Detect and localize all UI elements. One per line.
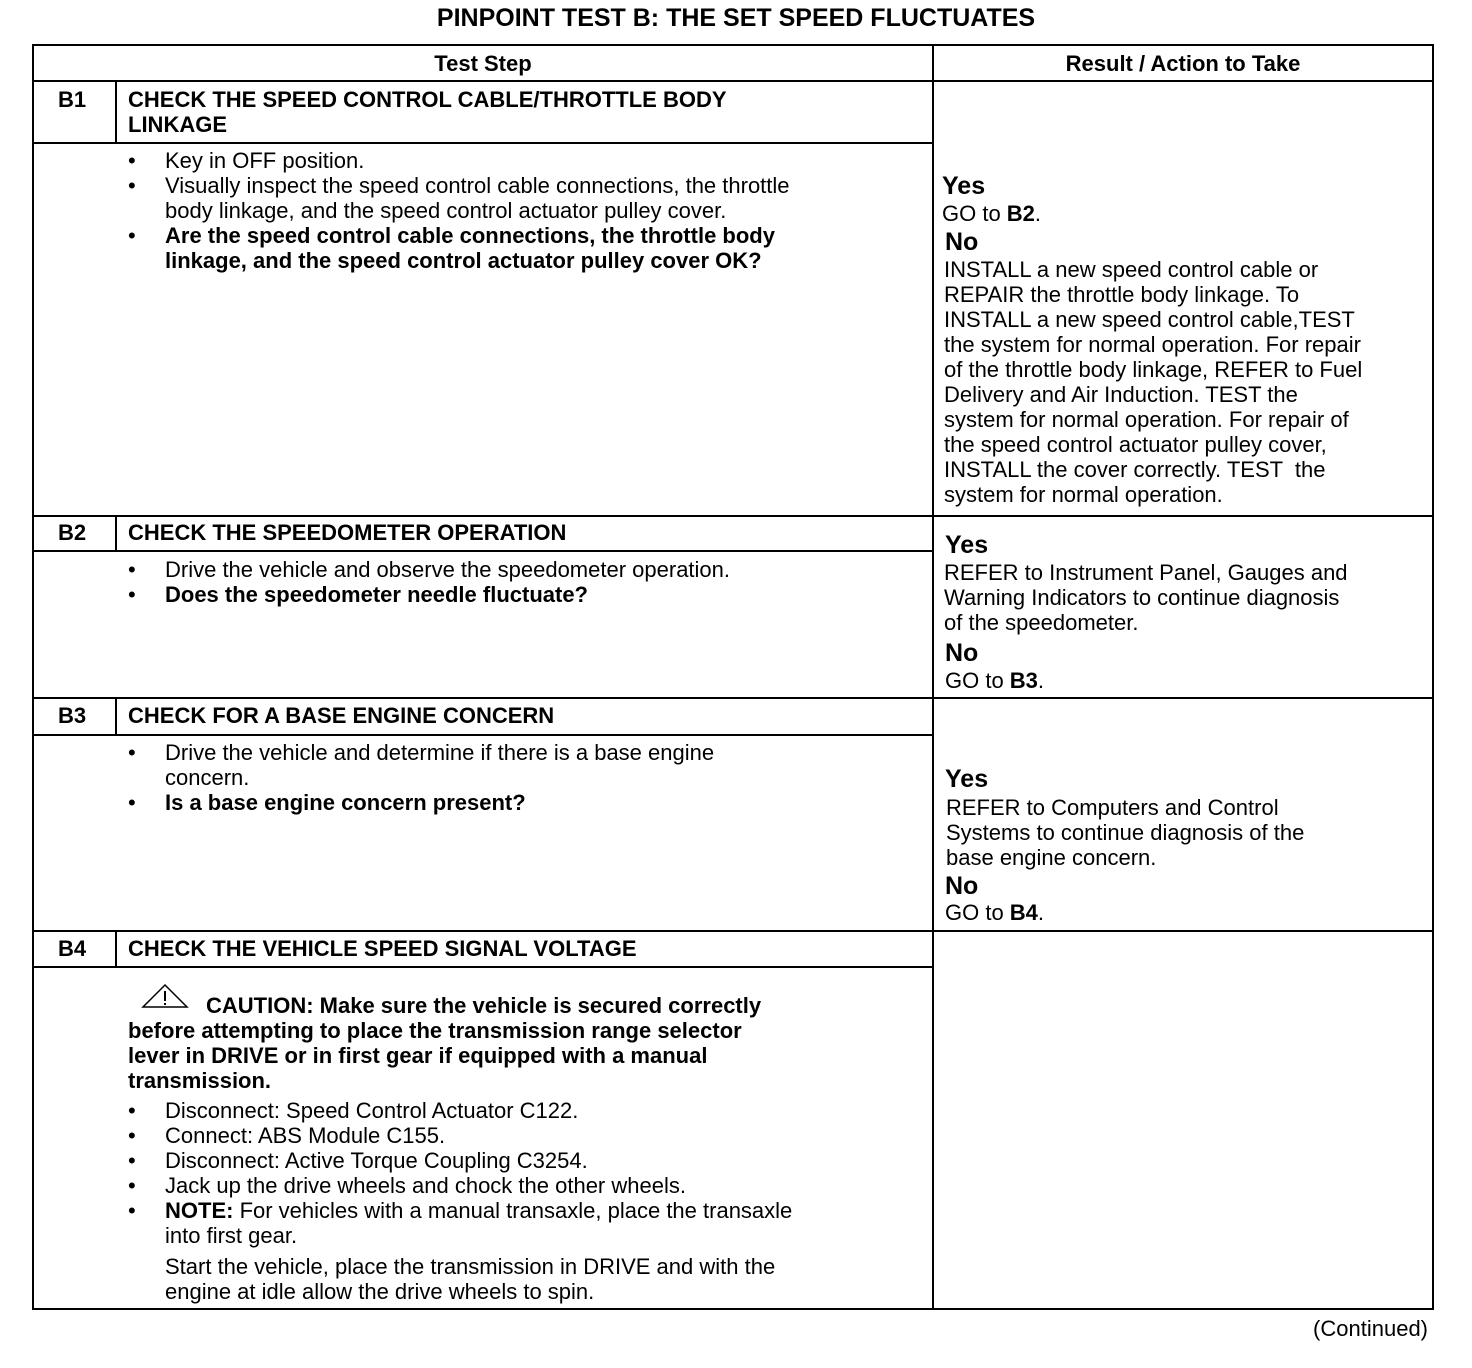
bullet: • <box>128 740 136 765</box>
bullet: • <box>128 1173 136 1198</box>
bullet: • <box>128 223 136 248</box>
bullet: • <box>128 173 136 198</box>
column-header-result: Result / Action to Take <box>1065 51 1301 76</box>
go-to-text: GO to <box>945 668 1010 693</box>
step-heading: CHECK FOR A BASE ENGINE CONCERN <box>128 703 555 728</box>
step-item: Jack up the drive wheels and chock the other wheels. <box>165 1173 686 1198</box>
continued-label: (Continued) <box>1313 1316 1428 1341</box>
page-title: PINPOINT TEST B: THE SET SPEED FLUCTUATES <box>436 4 1036 32</box>
step-item: Connect: ABS Module C155. <box>165 1123 446 1148</box>
yes-action: GO to B2. <box>942 201 1042 226</box>
bullet: • <box>128 1123 136 1148</box>
go-to-target: B2 <box>1006 201 1035 226</box>
no-label: No <box>945 872 979 900</box>
note-text: For vehicles with a manual transaxle, place the transaxle into first gear. <box>165 1198 793 1248</box>
no-label: No <box>945 639 979 667</box>
step-id: B3 <box>58 703 87 728</box>
no-action: GO to B3. <box>945 668 1045 693</box>
step-question: Is a base engine concern present? <box>165 790 526 815</box>
step-id: B2 <box>58 520 87 545</box>
note-item <box>165 1198 792 1248</box>
go-to-text: GO to <box>942 201 1007 226</box>
go-to-target: B3 <box>1009 668 1038 693</box>
step-item: Disconnect: Active Torque Coupling C3254. <box>165 1148 588 1173</box>
bullet: • <box>128 148 136 173</box>
step-item: Drive the vehicle and determine if there is a base engine concern. <box>165 740 715 790</box>
yes-label: Yes <box>945 765 989 793</box>
bullet: • <box>128 1148 136 1173</box>
caution-text: CAUTION: Make sure the vehicle is secured correctly before attempting to place the transmission range selector lever in DRIVE or in first gear if equipped with a manual transmission. <box>128 993 762 1093</box>
bullet: • <box>128 1198 136 1223</box>
step-heading: CHECK THE SPEED CONTROL CABLE/THROTTLE BODY LINKAGE <box>128 87 727 137</box>
no-label: No <box>945 228 979 256</box>
yes-action: REFER to Instrument Panel, Gauges and Warning Indicators to continue diagnosis of the speedometer. <box>944 560 1348 635</box>
yes-action: REFER to Computers and Control Systems to continue diagnosis of the base engine concern. <box>946 795 1305 870</box>
step-item: Disconnect: Speed Control Actuator C122. <box>165 1098 579 1123</box>
step-question: Are the speed control cable connections, the throttle body linkage, and the speed control actuator pulley cover OK? <box>165 223 775 273</box>
go-to-text: GO to <box>945 900 1010 925</box>
step-item: Drive the vehicle and observe the speedometer operation. <box>165 557 731 582</box>
note-label: NOTE: <box>165 1198 234 1223</box>
yes-label: Yes <box>942 172 986 200</box>
step-item: Key in OFF position. <box>165 148 365 173</box>
column-header-test-step: Test Step <box>434 51 532 76</box>
go-to-target: B4 <box>1009 900 1038 925</box>
step-id: B1 <box>58 87 87 112</box>
bullet: • <box>128 790 136 815</box>
bullet: • <box>128 582 136 607</box>
step-heading: CHECK THE SPEEDOMETER OPERATION <box>128 520 567 545</box>
step-question: Does the speedometer needle fluctuate? <box>165 582 588 607</box>
step-heading: CHECK THE VEHICLE SPEED SIGNAL VOLTAGE <box>128 936 637 961</box>
final-instruction: Start the vehicle, place the transmission in DRIVE and with the engine at idle allow the drive wheels to spin. <box>165 1254 776 1304</box>
step-id: B4 <box>58 936 87 961</box>
step-item: Visually inspect the speed control cable connections, the throttle body linkage, and the speed control actuator pulley cover. <box>165 173 790 223</box>
no-action: INSTALL a new speed control cable or REPAIR the throttle body linkage. To INSTALL a new speed control cable,TEST the system for normal operation. For repair of the throttle body linkage, REFER to Fuel Delivery and Air Induction. TEST the system for normal operation. For repair of the speed control actuator pulley cover, INSTALL the cover correctly. TEST the system for normal operation. <box>944 257 1363 507</box>
yes-label: Yes <box>945 531 989 559</box>
bullet: • <box>128 1098 136 1123</box>
no-action: GO to B4. <box>945 900 1045 925</box>
bullet: • <box>128 557 136 582</box>
